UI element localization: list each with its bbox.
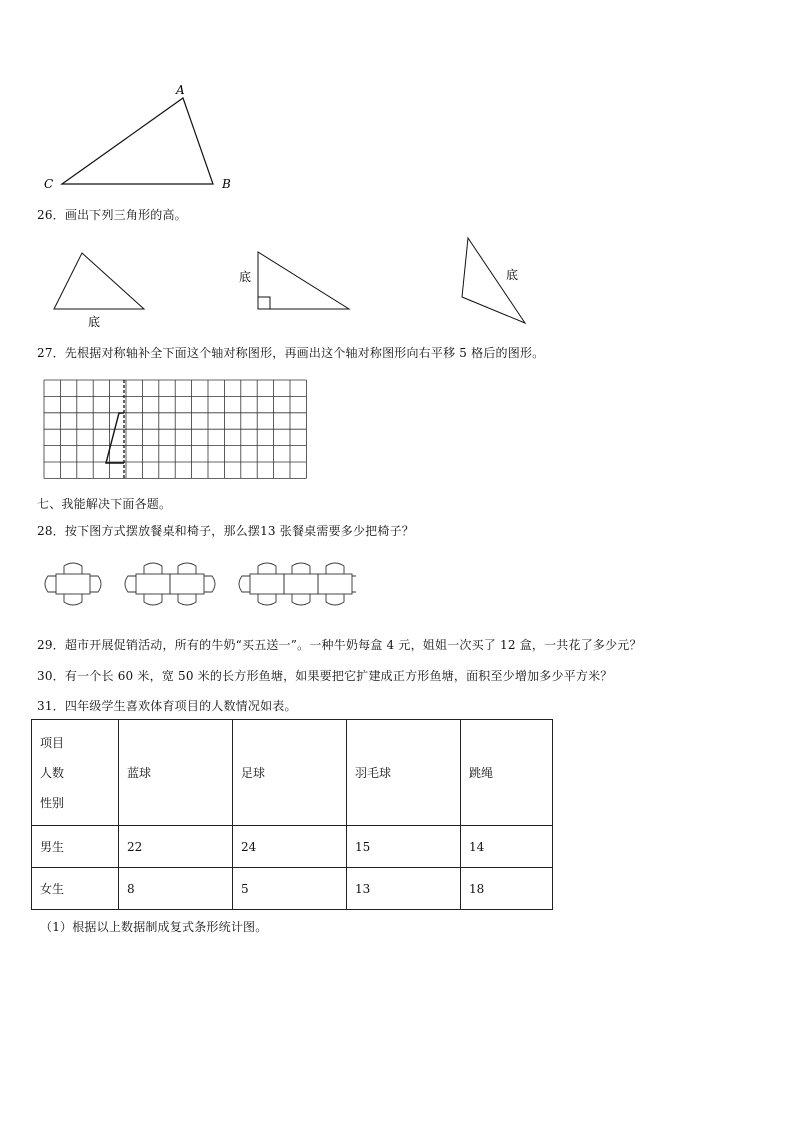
chair-bottom [292,594,310,605]
half-figure [106,413,124,463]
table-rect [318,574,352,594]
sports-table [31,719,553,910]
table-cell: 8 [119,868,233,910]
row-label: 男生 [32,826,119,868]
chair-top [258,563,276,574]
corner-label-gender: 性别 [40,795,65,810]
base-label-3: 底 [506,268,519,282]
triangle-2-right [258,252,349,309]
column-header: 羽毛球 [347,720,461,826]
grid-lines [44,380,306,478]
question-text: 画出下列三角形的高。 [64,208,187,222]
base-label-2: 底 [239,270,252,284]
question-text: 有一个长 60 米，宽 50 米的长方形鱼塘，如果要把它扩建成正方形鱼塘，面积至少增加多少平方米？ [64,669,613,683]
vertex-label-a: A [176,83,185,97]
question-number: 27． [37,346,65,360]
base-label-1: 底 [88,315,101,329]
vertex-label-b: B [222,177,231,191]
column-header: 跳绳 [461,720,553,826]
table-header-row [32,720,553,826]
chair-bottom [178,594,196,605]
chair-top [178,563,196,574]
question-number: 30． [37,669,65,683]
table-rect [250,574,284,594]
corner-label-count: 人数 [40,765,65,780]
table-chair-figure [36,560,356,620]
table-rect [170,574,204,594]
chair-bottom [64,594,82,605]
table-corner-cell [32,720,119,826]
question-text: 四年级学生喜欢体育项目的人数情况如表。 [64,699,297,713]
question-31-sub-1: （1）根据以上数据制成复式条形统计图。 [40,920,268,934]
chair-top [292,563,310,574]
table-row [32,868,553,910]
question-text: 按下图方式摆放餐桌和椅子，那么摆13 张餐桌需要多少把椅子？ [64,524,414,538]
table-row [32,826,553,868]
table-cell: 13 [347,868,461,910]
chair-bottom [258,594,276,605]
question-28 [37,522,414,539]
column-header: 蓝球 [119,720,233,826]
chair-left [125,576,136,592]
table-arrangements [45,563,356,605]
question-number: 26． [37,208,65,222]
chair-bottom [144,594,162,605]
question-27 [37,344,544,361]
question-text: 超市开展促销活动，所有的牛奶“买五送一”。一种牛奶每盒 4 元，姐姐一次买了 12 盒，一共花了多少元？ [64,638,642,652]
question-number: 28． [37,524,65,538]
chair-right [90,576,101,592]
triangle-abc [62,98,213,184]
chair-bottom [326,594,344,605]
chair-left [239,576,250,592]
chair-top [144,563,162,574]
chair-top [326,563,344,574]
chair-left [45,576,56,592]
chair-top [64,563,82,574]
question-29 [37,636,642,653]
table-rect [56,574,90,594]
grid-figure [42,378,312,482]
corner-label-item: 项目 [40,735,65,750]
table-cell: 5 [233,868,347,910]
table-cell: 22 [119,826,233,868]
question-26 [37,206,187,223]
table-cell: 14 [461,826,553,868]
right-angle-mark [258,297,270,309]
question-number: 31． [37,699,65,713]
triangle-1 [54,253,144,309]
table-cell: 24 [233,826,347,868]
question-31 [37,697,297,714]
table-rect [136,574,170,594]
vertex-label-c: C [44,177,54,191]
question-number: 29． [37,638,65,652]
section-7-title: 七、我能解决下面各题。 [37,497,172,511]
row-label: 女生 [32,868,119,910]
table-cell: 15 [347,826,461,868]
triangle-abc-figure [30,80,250,200]
question-30 [37,667,612,684]
table-cell: 18 [461,868,553,910]
chair-right [352,576,356,592]
question-text: 先根据对称轴补全下面这个轴对称图形，再画出这个轴对称图形向右平移 5 格后的图形。 [64,346,545,360]
q26-triangles-figure [40,235,540,335]
column-header: 足球 [233,720,347,826]
table-rect [284,574,318,594]
chair-right [204,576,215,592]
